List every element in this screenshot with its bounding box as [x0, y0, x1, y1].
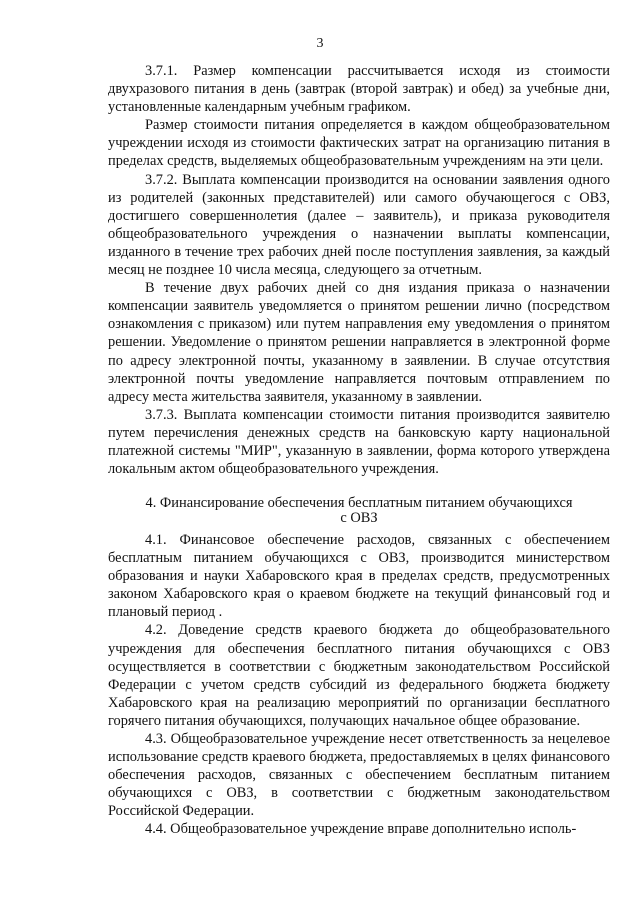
paragraph-4-1: 4.1. Финансовое обеспечение расходов, связанных с обеспечением бесплатным питанием обучающихся с ОВЗ, производится министерством образования и науки Хабаровского края в пределах средств, предусмотренных законом Хабаровского края о краевом бюджете на текущий финансовый год и плановый период . — [108, 531, 610, 621]
section-spacer — [108, 478, 610, 496]
paragraph-4-2: 4.2. Доведение средств краевого бюджета до общеобразовательного учреждения для обеспечения бесплатного питания обучающихся с ОВЗ осуществляется в соответствии с бюджетным законодательством Российской Федерации с учетом средств субсидий из федерального бюджета бюджету Хабаровского края на реализацию мероприятий по организации бесплатного горячего питания обучающихся, получающих начальное общее образование. — [108, 622, 610, 729]
paragraph-4-4: 4.4. Общеобразовательное учреждение вправе дополнительно исполь- — [145, 821, 577, 838]
document-body — [108, 62, 610, 839]
paragraph-4-3: 4.3. Общеобразовательное учреждение несет ответственность за нецелевое использование средств краевого бюджета, предоставляемых в целях финансового обеспечения расходов, связанных с обеспечением бесплатным питанием обучающихся с ОВЗ, в соответствии с бюджетным законодательством Российской Федерации. — [108, 731, 610, 820]
page-number: 3 — [316, 36, 324, 51]
paragraph-3-7-1: 3.7.1. Размер компенсации рассчитывается исходя из стоимости двухразового питания в день (завтрак (второй завтрак) и обед) за учебные дни, установленные календарным учебным графиком. — [108, 63, 610, 116]
paragraph-3-7-2: 3.7.2. Выплата компенсации производится на основании заявления одного из родителей (законных представителей) или самого обучающегося с ОВЗ, достигшего совершеннолетия (далее – заявитель), и приказа руководителя общеобразовательного учреждения о назначении выплаты компенсации, изданного в течение трех рабочих дней после поступления заявления, за каждый месяц не позднее 10 числа месяца, следующего за отчетным. — [108, 171, 610, 279]
paragraph-food-cost: Размер стоимости питания определяется в каждом общеобразовательном учреждении исходя из стоимости фактических затрат на организацию питания в пределах средств, выделяемых общеобразовательным учреждениям на эти цели. — [108, 117, 610, 170]
paragraph-3-7-3: 3.7.3. Выплата компенсации стоимости питания производится заявителю путем перечисления денежных средств на банковскую карту национальной платежной системы "МИР", указанную в заявлении, форма которого утверждена локальным актом общеобразовательного учреждения. — [108, 406, 610, 478]
section-heading-4: 4. Финансирование обеспечения бесплатным питанием обучающихся с ОВЗ — [145, 495, 573, 526]
paragraph-notification: В течение двух рабочих дней со дня издания приказа о назначении компенсации заявитель уведомляется о принятом решении лично (посредством ознакомления с приказом) или путем направления ему уведомления о принятом решении. Уведомление о принятом решении направляется в электронной форме по адресу электронной почты, указанному в заявлении. В случае отсутствия электронной почты уведомление направляется почтовым отправлением по адресу места жительства заявителя, указанному в заявлении. — [108, 280, 610, 405]
